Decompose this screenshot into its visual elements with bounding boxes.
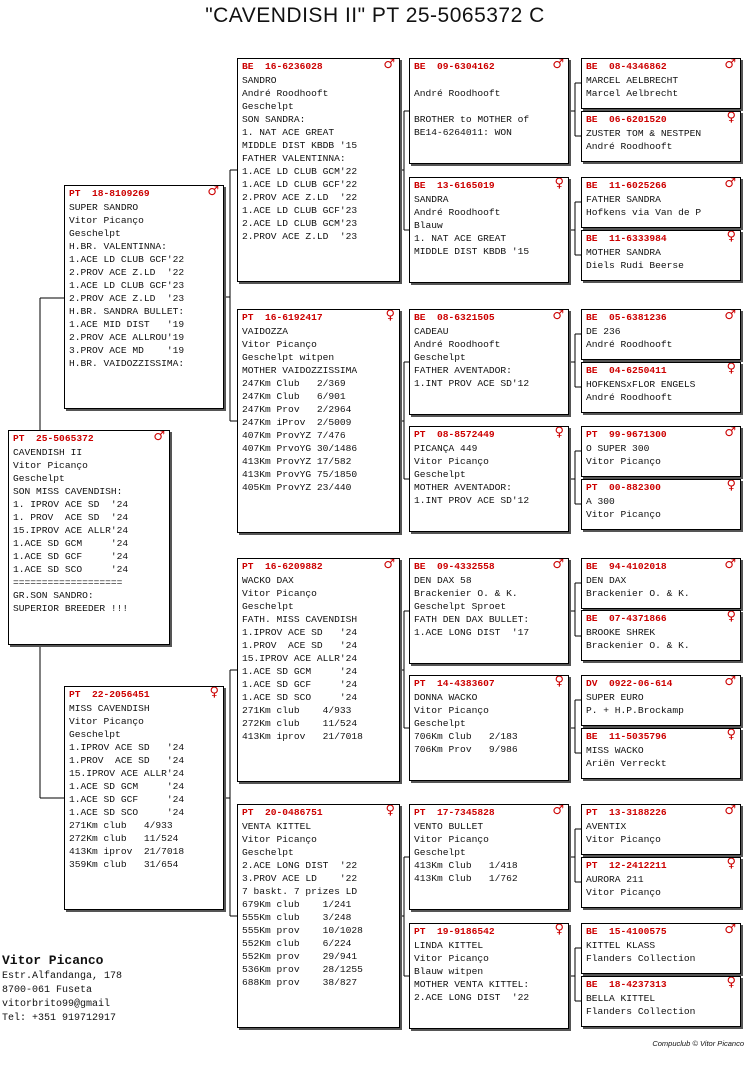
pedigree-line: 1.PROV ACE SD '24 xyxy=(242,640,358,651)
pedigree-line: 359Km club 31/654 xyxy=(69,859,179,870)
ring-number xyxy=(242,60,395,74)
male-symbol-icon: ♂ xyxy=(552,804,564,818)
pedigree-line: 1. PROV ACE SD '24 xyxy=(13,512,129,523)
ring-number-text: PT 20-0486751 xyxy=(242,807,323,818)
pedigree-line: Flanders Collection xyxy=(586,1006,696,1017)
pedigree-line: VENTA KITTEL xyxy=(242,821,312,832)
male-symbol-icon: ♂ xyxy=(207,185,219,199)
pedigree-line: DE 236 xyxy=(586,326,621,337)
pedigree-box-sdd xyxy=(409,426,569,532)
male-symbol-icon: ♂ xyxy=(724,58,736,72)
pedigree-line: 247Km iProv 2/5009 xyxy=(242,417,352,428)
ring-number xyxy=(414,560,564,574)
ring-number xyxy=(69,688,219,702)
pedigree-box-g11 xyxy=(581,675,741,726)
pedigree-box-dam xyxy=(64,686,224,910)
ring-number xyxy=(414,677,564,691)
pedigree-line: DONNA WACKO xyxy=(414,692,478,703)
pedigree-box-g13 xyxy=(581,804,741,855)
pedigree-line: 2.PROV ACE Z.LD '23 xyxy=(69,293,185,304)
ring-number xyxy=(586,925,736,939)
pedigree-line: 1.ACE LD CLUB GCF'23 xyxy=(242,205,358,216)
pedigree-box-dss xyxy=(409,558,569,664)
pedigree-line: 247Km Club 6/901 xyxy=(242,391,346,402)
male-symbol-icon: ♂ xyxy=(724,804,736,818)
pedigree-line: 552Km prov 29/941 xyxy=(242,951,358,962)
pedigree-box-g10 xyxy=(581,610,741,661)
pedigree-line: Vitor Picanço xyxy=(586,834,661,845)
pedigree-box-ddd xyxy=(409,923,569,1029)
pedigree-line: 555Km prov 10/1028 xyxy=(242,925,363,936)
male-symbol-icon: ♂ xyxy=(552,58,564,72)
ring-number-text: PT 99-9671300 xyxy=(586,429,667,440)
male-symbol-icon: ♂ xyxy=(552,309,564,323)
pedigree-line: 679Km club 1/241 xyxy=(242,899,352,910)
owner-email: vitorbrito99@gmail xyxy=(2,999,111,1010)
pedigree-box-g15 xyxy=(581,923,741,974)
ring-number-text: BE 94-4102018 xyxy=(586,561,667,572)
pedigree-box-dds xyxy=(409,804,569,910)
ring-number xyxy=(586,428,736,442)
male-symbol-icon: ♂ xyxy=(383,558,395,572)
ring-number-text: DV 0922-06-614 xyxy=(586,678,673,689)
female-symbol-icon: ♀ xyxy=(554,177,564,191)
pedigree-line: H.BR. SANDRA BULLET: xyxy=(69,306,185,317)
pedigree-line: CADEAU xyxy=(414,326,449,337)
ring-number-text: PT 19-9186542 xyxy=(414,926,495,937)
pedigree-box-g1 xyxy=(581,58,741,109)
ring-number xyxy=(586,677,736,691)
pedigree-line: 1.INT PROV ACE SD'12 xyxy=(414,495,530,506)
ring-number xyxy=(586,730,736,744)
pedigree-line: MISS WACKO xyxy=(586,745,644,756)
pedigree-line: Blauw xyxy=(414,220,443,231)
pedigree-box-sss xyxy=(409,58,569,164)
ring-number xyxy=(414,428,564,442)
pedigree-line: Geschelpt xyxy=(414,352,466,363)
male-symbol-icon: ♂ xyxy=(724,309,736,323)
pedigree-line: MOTHER AVENTADOR: xyxy=(414,482,512,493)
pedigree-line: 15.IPROV ACE ALLR'24 xyxy=(13,525,129,536)
pedigree-line: VENTO BULLET xyxy=(414,821,484,832)
owner-name: Vitor Picanco xyxy=(2,953,104,968)
pedigree-line: Geschelpt xyxy=(414,469,466,480)
pedigree-line: 2.PROV ACE ALLROU'19 xyxy=(69,332,185,343)
pedigree-line: Geschelpt xyxy=(69,228,121,239)
pedigree-line: Vitor Picanço xyxy=(414,953,489,964)
pedigree-line: 1.ACE SD GCF '24 xyxy=(69,794,185,805)
pedigree-line: Ariën Verreckt xyxy=(586,758,667,769)
ring-number-text: PT 12-2412211 xyxy=(586,860,667,871)
pedigree-line: 2.PROV ACE Z.LD '22 xyxy=(242,192,358,203)
pedigree-line: 2.ACE LD CLUB GCM'23 xyxy=(242,218,358,229)
ring-number xyxy=(414,806,564,820)
pedigree-line: MIDDLE DIST KBDB '15 xyxy=(414,246,530,257)
female-symbol-icon: ♀ xyxy=(726,479,736,493)
ring-number xyxy=(414,311,564,325)
male-symbol-icon: ♂ xyxy=(383,58,395,72)
pedigree-line: 7 baskt. 7 prizes LD xyxy=(242,886,358,897)
ring-number-text: PT 17-7345828 xyxy=(414,807,495,818)
pedigree-line: 247Km Prov 2/2964 xyxy=(242,404,352,415)
pedigree-line: ZUSTER TOM & NESTPEN xyxy=(586,128,702,139)
ring-number-text: BE 11-6333984 xyxy=(586,233,667,244)
pedigree-line: 413Km ProvYG 75/1850 xyxy=(242,469,358,480)
pedigree-line: Vitor Picanço xyxy=(69,215,144,226)
pedigree-line: André Roodhooft xyxy=(414,88,501,99)
owner-phone: Tel: +351 919712917 xyxy=(2,1013,117,1024)
ring-number xyxy=(13,432,165,446)
pedigree-line: André Roodhooft xyxy=(242,88,329,99)
female-symbol-icon: ♀ xyxy=(385,804,395,818)
pedigree-line: 2.PROV ACE Z.LD '22 xyxy=(69,267,185,278)
ring-number-text: BE 08-4346862 xyxy=(586,61,667,72)
pedigree-line: 2.ACE LONG DIST '22 xyxy=(414,992,530,1003)
pedigree-box-dd xyxy=(237,804,400,1028)
pedigree-line: 1.PROV ACE SD '24 xyxy=(69,755,185,766)
pedigree-line: 706Km Prov 9/986 xyxy=(414,744,518,755)
pedigree-box-g16 xyxy=(581,976,741,1027)
owner-postal-code: 8700-061 Fuseta xyxy=(2,985,93,996)
pedigree-line: 706Km Club 2/183 xyxy=(414,731,518,742)
female-symbol-icon: ♀ xyxy=(726,230,736,244)
pedigree-box-sire xyxy=(64,185,224,409)
pedigree-line: 1.ACE LD CLUB GCM'22 xyxy=(242,166,358,177)
owner-contact xyxy=(2,952,122,1026)
pedigree-box-g6 xyxy=(581,362,741,413)
pedigree-line: FATHER VALENTINNA: xyxy=(242,153,346,164)
pedigree-line: 271Km club 4/933 xyxy=(242,705,352,716)
male-symbol-icon: ♂ xyxy=(724,558,736,572)
ring-number xyxy=(242,311,395,325)
pedigree-line: 1.ACE SD GCF '24 xyxy=(13,551,129,562)
pedigree-box-subject xyxy=(8,430,170,645)
ring-number-text: PT 16-6192417 xyxy=(242,312,323,323)
female-symbol-icon: ♀ xyxy=(385,309,395,323)
pedigree-line: AVENTIX xyxy=(586,821,627,832)
pedigree-line: Vitor Picanço xyxy=(69,716,144,727)
pedigree-line: Vitor Picanço xyxy=(242,834,317,845)
ring-number-text: PT 08-8572449 xyxy=(414,429,495,440)
pedigree-box-g12 xyxy=(581,728,741,779)
male-symbol-icon: ♂ xyxy=(724,675,736,689)
pedigree-line: André Roodhooft xyxy=(586,392,673,403)
male-symbol-icon: ♂ xyxy=(724,923,736,937)
ring-number-text: PT 25-5065372 xyxy=(13,433,94,444)
female-symbol-icon: ♀ xyxy=(726,857,736,871)
owner-address: Estr.Alfandanga, 178 xyxy=(2,971,123,982)
pedigree-line: P. + H.P.Brockamp xyxy=(586,705,684,716)
ring-number-text: BE 15-4100575 xyxy=(586,926,667,937)
pedigree-line: FATH DEN DAX BULLET: xyxy=(414,614,530,625)
pedigree-box-ssd xyxy=(409,177,569,283)
pedigree-line: 3.PROV ACE LD '22 xyxy=(242,873,358,884)
pedigree-line: BROOKE SHREK xyxy=(586,627,656,638)
pedigree-line: H.BR. VAIDOZZISSIMA: xyxy=(69,358,185,369)
pedigree-line: MISS CAVENDISH xyxy=(69,703,150,714)
ring-number-text: BE 09-6304162 xyxy=(414,61,495,72)
pedigree-box-g4 xyxy=(581,230,741,281)
pedigree-line: 1.INT PROV ACE SD'12 xyxy=(414,378,530,389)
ring-number xyxy=(586,859,736,873)
pedigree-line xyxy=(414,100,564,113)
pedigree-line: DEN DAX xyxy=(586,575,627,586)
pedigree-line: 271Km club 4/933 xyxy=(69,820,173,831)
pedigree-line: 1.ACE SD GCM '24 xyxy=(242,666,358,677)
pedigree-line: BELLA KITTEL xyxy=(586,993,656,1004)
ring-number-text: PT 18-8109269 xyxy=(69,188,150,199)
pedigree-line: 413Km Club 1/418 xyxy=(414,860,518,871)
male-symbol-icon: ♂ xyxy=(724,426,736,440)
pedigree-box-g8 xyxy=(581,479,741,530)
pedigree-line: 1.ACE LONG DIST '17 xyxy=(414,627,530,638)
pedigree-line: SANDRO xyxy=(242,75,277,86)
pedigree-line: A 300 xyxy=(586,496,615,507)
ring-number xyxy=(69,187,219,201)
female-symbol-icon: ♀ xyxy=(726,362,736,376)
ring-number xyxy=(586,978,736,992)
pedigree-line: 1. IPROV ACE SD '24 xyxy=(13,499,129,510)
pedigree-line: =================== xyxy=(13,577,123,588)
pedigree-line: Hofkens via Van de P xyxy=(586,207,702,218)
pedigree-line: 2.PROV ACE Z.LD '23 xyxy=(242,231,358,242)
pedigree-line: Geschelpt witpen xyxy=(242,352,335,363)
pedigree-line: 1.ACE LD CLUB GCF'22 xyxy=(242,179,358,190)
pedigree-line: 1.ACE LD CLUB GCF'22 xyxy=(69,254,185,265)
ring-number xyxy=(586,806,736,820)
pedigree-line: Vitor Picanço xyxy=(414,705,489,716)
pedigree-line: AURORA 211 xyxy=(586,874,644,885)
ring-number xyxy=(586,60,736,74)
ring-number xyxy=(414,925,564,939)
pedigree-line: PICANÇA 449 xyxy=(414,443,478,454)
ring-number xyxy=(242,806,395,820)
pedigree-line: HOFKENSxFLOR ENGELS xyxy=(586,379,696,390)
pedigree-line: MOTHER SANDRA xyxy=(586,247,661,258)
pedigree-line: Geschelpt xyxy=(414,718,466,729)
ring-number xyxy=(586,364,736,378)
pedigree-line: 407Km ProvYZ 7/476 xyxy=(242,430,346,441)
pedigree-line: 413Km ProvYZ 17/582 xyxy=(242,456,352,467)
pedigree-line: 272Km club 11/524 xyxy=(242,718,358,729)
pedigree-line: DEN DAX 58 xyxy=(414,575,472,586)
pedigree-line: Marcel Aelbrecht xyxy=(586,88,679,99)
pedigree-line: Vitor Picanço xyxy=(242,339,317,350)
pedigree-line: MARCEL AELBRECHT xyxy=(586,75,679,86)
pedigree-box-ds xyxy=(237,558,400,782)
male-symbol-icon: ♂ xyxy=(153,430,165,444)
female-symbol-icon: ♀ xyxy=(726,111,736,125)
pedigree-line: FATHER AVENTADOR: xyxy=(414,365,512,376)
pedigree-line: Geschelpt xyxy=(69,729,121,740)
pedigree-line: Geschelpt xyxy=(242,847,294,858)
pedigree-line: André Roodhooft xyxy=(414,207,501,218)
pedigree-line: 688Km prov 38/827 xyxy=(242,977,358,988)
female-symbol-icon: ♀ xyxy=(726,728,736,742)
pedigree-line: Vitor Picanço xyxy=(242,588,317,599)
pedigree-line: 1. NAT ACE GREAT xyxy=(414,233,507,244)
pedigree-line: 1.ACE LD CLUB GCF'23 xyxy=(69,280,185,291)
pedigree-box-ss xyxy=(237,58,400,282)
pedigree-line: SON SANDRA: xyxy=(242,114,306,125)
pedigree-line: H.BR. VALENTINNA: xyxy=(69,241,167,252)
pedigree-line: Vitor Picanço xyxy=(414,456,489,467)
pedigree-line: Geschelpt Sproet xyxy=(414,601,507,612)
pedigree-line: VAIDOZZA xyxy=(242,326,289,337)
ring-number-text: BE 08-6321505 xyxy=(414,312,495,323)
pedigree-line: Brackenier O. & K. xyxy=(414,588,518,599)
pedigree-line: 1.ACE SD GCM '24 xyxy=(69,781,185,792)
ring-number-text: PT 14-4383607 xyxy=(414,678,495,689)
pedigree-line: Blauw witpen xyxy=(414,966,484,977)
pedigree-line: SUPER SANDRO xyxy=(69,202,139,213)
pedigree-line: 405Km ProvYZ 23/440 xyxy=(242,482,352,493)
pedigree-line: MIDDLE DIST KBDB '15 xyxy=(242,140,358,151)
female-symbol-icon: ♀ xyxy=(554,675,564,689)
pedigree-line: LINDA KITTEL xyxy=(414,940,484,951)
pedigree-line: 407Km PrvoYG 30/1486 xyxy=(242,443,358,454)
ring-number-text: BE 11-6025266 xyxy=(586,180,667,191)
pedigree-box-g14 xyxy=(581,857,741,908)
pedigree-line: Flanders Collection xyxy=(586,953,696,964)
female-symbol-icon: ♀ xyxy=(209,686,219,700)
ring-number-text: PT 22-2056451 xyxy=(69,689,150,700)
female-symbol-icon: ♀ xyxy=(726,976,736,990)
ring-number-text: PT 16-6209882 xyxy=(242,561,323,572)
pedigree-line: GR.SON SANDRO: xyxy=(13,590,94,601)
male-symbol-icon: ♂ xyxy=(552,558,564,572)
pedigree-line: 1.ACE SD SCO '24 xyxy=(13,564,129,575)
pedigree-line: MOTHER VAIDOZZISSIMA xyxy=(242,365,358,376)
ring-number xyxy=(586,311,736,325)
pedigree-line: 1. NAT ACE GREAT xyxy=(242,127,335,138)
ring-number xyxy=(586,232,736,246)
pedigree-line: Brackenier O. & K. xyxy=(586,640,690,651)
ring-number-text: PT 00-882300 xyxy=(586,482,661,493)
pedigree-line: Geschelpt xyxy=(242,101,294,112)
ring-number xyxy=(586,481,736,495)
pedigree-line: KITTEL KLASS xyxy=(586,940,656,951)
pedigree-line: 15.IPROV ACE ALLR'24 xyxy=(69,768,185,779)
pedigree-line: 1.ACE SD SCO '24 xyxy=(69,807,185,818)
pedigree-line: Diels Rudi Beerse xyxy=(586,260,684,271)
pedigree-line: Vitor Picanço xyxy=(586,887,661,898)
pedigree-line: BE14-6264011: WON xyxy=(414,127,512,138)
pedigree-line: 3.PROV ACE MD '19 xyxy=(69,345,185,356)
pedigree-line: MOTHER VENTA KITTEL: xyxy=(414,979,530,990)
pedigree-line: 552Km club 6/224 xyxy=(242,938,352,949)
pedigree-line xyxy=(414,74,564,87)
pedigree-line: FATH. MISS CAVENDISH xyxy=(242,614,358,625)
pedigree-box-dsd xyxy=(409,675,569,781)
pedigree-box-sds xyxy=(409,309,569,415)
pedigree-line: 1.ACE MID DIST '19 xyxy=(69,319,185,330)
pedigree-box-g9 xyxy=(581,558,741,609)
pedigree-line: SON MISS CAVENDISH: xyxy=(13,486,123,497)
pedigree-line: SUPERIOR BREEDER !!! xyxy=(13,603,129,614)
ring-number-text: BE 05-6381236 xyxy=(586,312,667,323)
pedigree-box-g3 xyxy=(581,177,741,228)
ring-number xyxy=(586,560,736,574)
ring-number-text: PT 13-3188226 xyxy=(586,807,667,818)
ring-number xyxy=(586,179,736,193)
male-symbol-icon: ♂ xyxy=(724,177,736,191)
pedigree-box-g5 xyxy=(581,309,741,360)
pedigree-line: Vitor Picanço xyxy=(586,456,661,467)
pedigree-line: 1.IPROV ACE SD '24 xyxy=(242,627,358,638)
pedigree-line: BROTHER to MOTHER of xyxy=(414,114,530,125)
pedigree-box-g2 xyxy=(581,111,741,162)
pedigree-line: SANDRA xyxy=(414,194,449,205)
pedigree-line: Vitor Picanço xyxy=(414,834,489,845)
ring-number-text: BE 18-4237313 xyxy=(586,979,667,990)
ring-number-text: BE 16-6236028 xyxy=(242,61,323,72)
pedigree-line: 1.ACE SD GCF '24 xyxy=(242,679,358,690)
pedigree-line: 15.IPROV ACE ALLR'24 xyxy=(242,653,358,664)
pedigree-line: Brackenier O. & K. xyxy=(586,588,690,599)
pedigree-line: FATHER SANDRA xyxy=(586,194,661,205)
pedigree-line: 536Km prov 28/1255 xyxy=(242,964,363,975)
ring-number-text: BE 13-6165019 xyxy=(414,180,495,191)
pedigree-line: 413Km iprov 21/7018 xyxy=(69,846,185,857)
pedigree-line: Geschelpt xyxy=(242,601,294,612)
ring-number-text: BE 07-4371866 xyxy=(586,613,667,624)
pedigree-line: 1.ACE SD GCM '24 xyxy=(13,538,129,549)
female-symbol-icon: ♀ xyxy=(726,610,736,624)
pedigree-line: Geschelpt xyxy=(414,847,466,858)
pedigree-line: 1.IPROV ACE SD '24 xyxy=(69,742,185,753)
pedigree-line: André Roodhooft xyxy=(586,141,673,152)
pedigree-line: André Roodhooft xyxy=(586,339,673,350)
pedigree-line: 555Km club 3/248 xyxy=(242,912,352,923)
ring-number xyxy=(586,113,736,127)
pedigree-line: Vitor Picanço xyxy=(13,460,88,471)
ring-number xyxy=(414,179,564,193)
pedigree-line: CAVENDISH II xyxy=(13,447,83,458)
ring-number xyxy=(414,60,564,74)
pedigree-line: 1.ACE SD SCO '24 xyxy=(242,692,358,703)
pedigree-line: 2.ACE LONG DIST '22 xyxy=(242,860,358,871)
pedigree-line: WACKO DAX xyxy=(242,575,294,586)
female-symbol-icon: ♀ xyxy=(554,923,564,937)
ring-number-text: BE 04-6250411 xyxy=(586,365,667,376)
pedigree-box-g7 xyxy=(581,426,741,477)
page-title: "CAVENDISH II" PT 25-5065372 C xyxy=(205,4,545,27)
female-symbol-icon: ♀ xyxy=(554,426,564,440)
pedigree-line: 413Km iprov 21/7018 xyxy=(242,731,363,742)
footer-credit: Compuclub © Vitor Picanco xyxy=(652,1039,744,1048)
pedigree-line: Geschelpt xyxy=(13,473,65,484)
pedigree-line: SUPER EURO xyxy=(586,692,644,703)
ring-number-text: BE 06-6201520 xyxy=(586,114,667,125)
pedigree-line: Vitor Picanço xyxy=(586,509,661,520)
pedigree-line: 413Km Club 1/762 xyxy=(414,873,518,884)
pedigree-line: 272Km club 11/524 xyxy=(69,833,179,844)
pedigree-line: André Roodhooft xyxy=(414,339,501,350)
ring-number xyxy=(242,560,395,574)
ring-number-text: BE 09-4332558 xyxy=(414,561,495,572)
ring-number xyxy=(586,612,736,626)
pedigree-box-sd xyxy=(237,309,400,533)
pedigree-line: 247Km Club 2/369 xyxy=(242,378,346,389)
pedigree-line: O SUPER 300 xyxy=(586,443,650,454)
ring-number-text: BE 11-5035796 xyxy=(586,731,667,742)
